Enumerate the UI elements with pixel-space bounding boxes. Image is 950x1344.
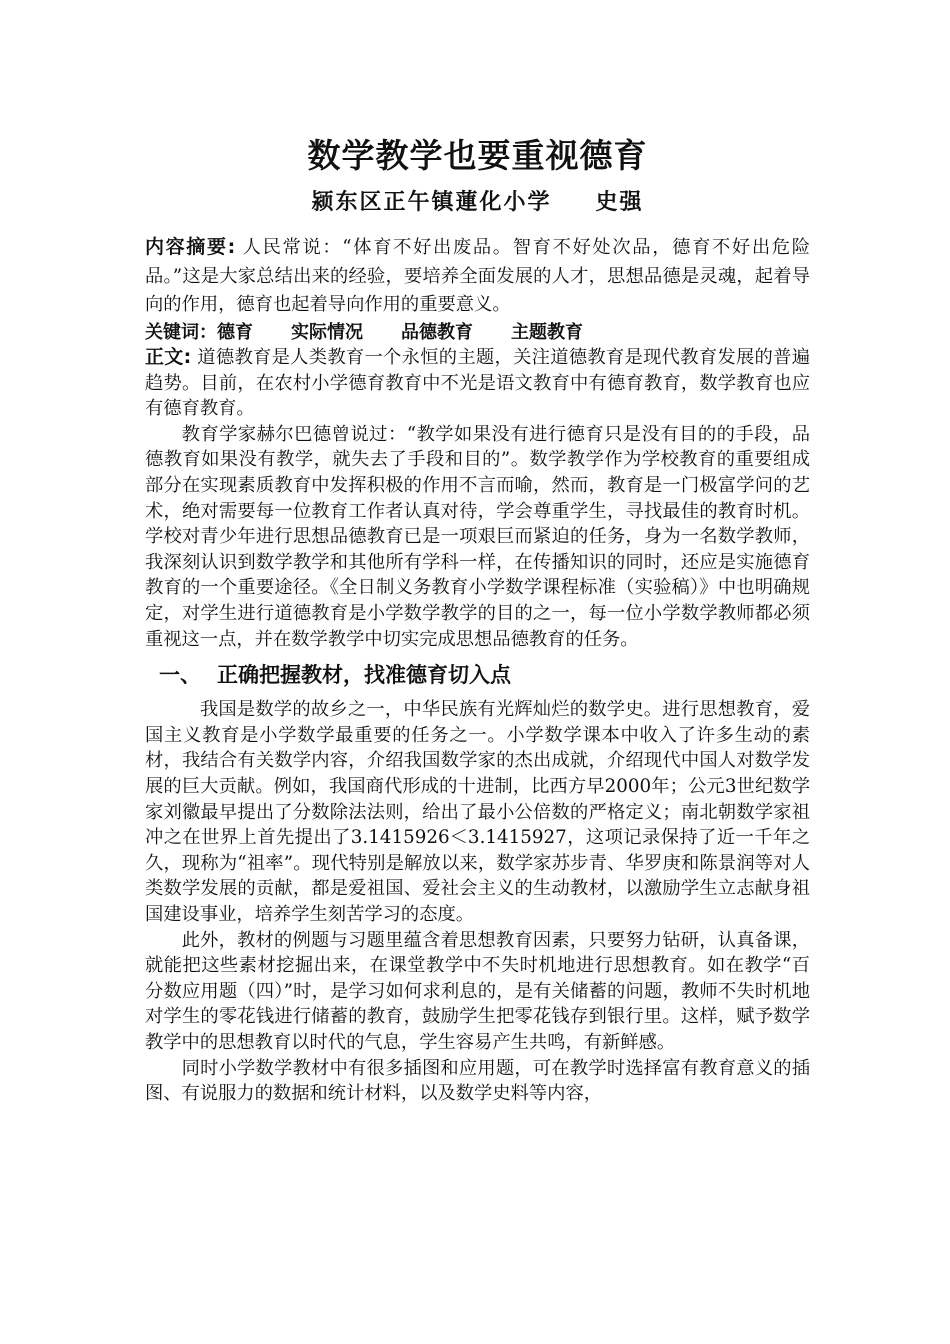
keyword-item: 主题教育 (511, 321, 583, 343)
abstract-paragraph (145, 233, 810, 320)
main-text-label: 正文: (145, 346, 192, 369)
body-paragraph: 同时小学数学教材中有很多插图和应用题，可在教学时选择富有教育意义的插图、有说服力的数据和统计材料，以及数学史料等内容， (145, 1057, 810, 1105)
author-school: 颍东区正午镇蓮化小学 (311, 189, 552, 215)
keyword-item: 实际情况 (291, 321, 363, 343)
abstract-label: 内容摘要: (145, 236, 236, 258)
body-paragraph: 教育学家赫尔巴德曾说过：“教学如果没有进行德育只是没有目的的手段，品德教育如果没有教学，就失去了手段和目的”。数学教学作为学校教育的重要组成部分在实现素质教育中发挥积极的作用不言而喻，然而，教育是一门极富学问的艺术，绝对需要每一位教育工作者认真对待，学会尊重学生，寻找最佳的教育时机。学校对青少年进行思想品德教育已是一项艰巨而紧迫的任务，身为一名数学教师，我深刻认识到数学教学和其他所有学科一样，在传播知识的同时，还应是实施德育教育的一个重要途径。《全日制义务教育小学数学课程标准（实验稿）》中也明确规定，对学生进行道德教育是小学数学教学的目的之一，每一位小学数学教师都必须重视这一点，并在数学教学中切实完成思想品德教育的任务。 (145, 423, 810, 650)
author-line (145, 185, 810, 216)
section-number: 一、 (159, 663, 201, 688)
keywords-label: 关键词： (145, 321, 217, 343)
body-paragraph: 我国是数学的故乡之一，中华民族有光辉灿烂的数学史。进行思想教育，爱国主义教育是小学数学最重要的任务之一。小学数学课本中收入了许多生动的素材，我结合有关数学内容，介绍我国数学家的杰出成就，介绍现代中国人对数学发展的巨大贡献。例如，我国商代形成的十进制，比西方早2000年；公元3世纪数学家刘徽最早提出了分数除法法则，给出了最小公倍数的严格定义；南北朝数学家祖冲之在世界上首先提出了3.1415926＜3.1415927，这项记录保持了近一千年之久，现称为“祖率”。现代特别是解放以来，数学家苏步青、华罗庚和陈景润等对人类数学发展的贡献，都是爱祖国、爱社会主义的生动教材，以激励学生立志献身祖国建设事业，培养学生刻苦学习的态度。 (145, 699, 811, 925)
keyword-item: 德育 (217, 321, 253, 343)
keyword-item: 品德教育 (401, 321, 473, 343)
author-name: 史强 (595, 189, 644, 215)
document-title: 数学教学也要重视德育 (307, 136, 648, 175)
section-title: 正确把握教材，找准德育切入点 (217, 663, 511, 688)
body-paragraph: 此外，教材的例题与习题里蕴含着思想教育因素，只要努力钻研，认真备课，就能把这些素材挖掘出来，在课堂教学中不失时机地进行思想教育。如在教学“百分数应用题（四）”时，是学习如何求利息的，是有关储蓄的问题，教师不失时机地对学生的零花钱进行储蓄的教育，鼓励学生把零花钱存到银行里。这样，赋予数学教学中的思想教育以时代的气息，学生容易产生共鸣，有新鲜感。 (145, 929, 810, 1053)
section-heading (159, 661, 810, 689)
abstract-text: 人民常说：“体育不好出废品。智育不好处次品，德育不好出危险品。”这是大家总结出来的经验，要培养全面发展的人才，思想品德是灵魂，起着导向的作用，德育也起着导向作用的重要意义。 (145, 237, 810, 315)
main-text-paragraph (145, 345, 810, 422)
main-text-body: 道德教育是人类教育一个永恒的主题，关注道德教育是现代教育发展的普遍趋势。目前，在农村小学德育教育中不光是语文教育中有德育教育，数学教育也应有德育教育。 (145, 347, 810, 420)
document-body (145, 233, 810, 1107)
keywords-line (145, 320, 810, 346)
